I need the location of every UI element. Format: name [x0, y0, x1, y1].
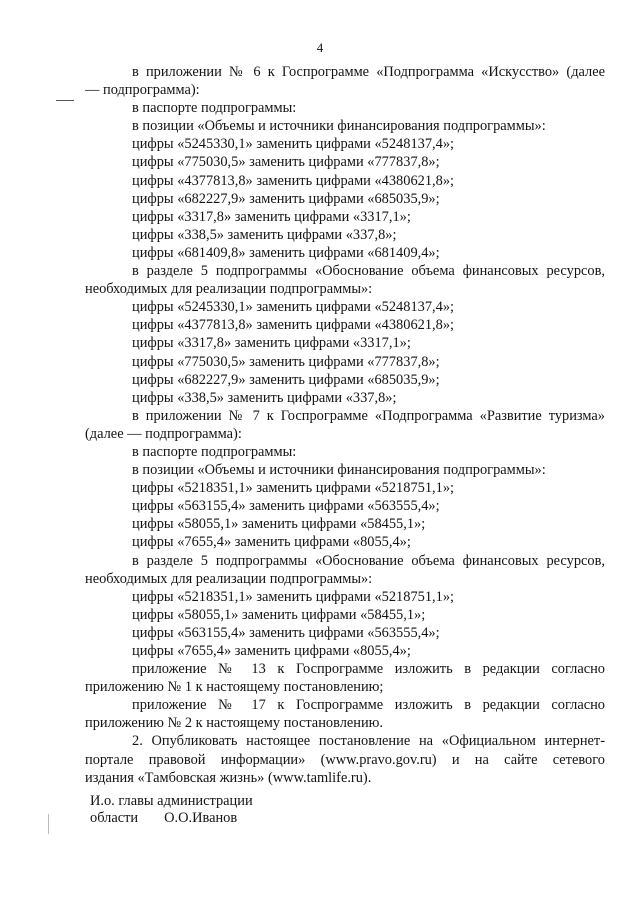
text-line: цифры «58055,1» заменить цифрами «58455,1»; — [132, 516, 426, 533]
text-line: цифры «775030,5» заменить цифрами «777837,8»; — [132, 154, 440, 171]
text-line: в позиции «Объемы и источники финансирования подпрограммы»: — [132, 118, 546, 135]
text-line: в приложении № 6 к Госпрограмме «Подпрограмма «Искусство» (далее — [132, 64, 605, 80]
text-line: цифры «682227,9» заменить цифрами «685035,9»; — [132, 190, 440, 207]
text-line: цифры «4377813,8» заменить цифрами «4380621,8»; — [132, 172, 455, 189]
signature-title-line1: И.о. главы администрации — [90, 793, 253, 809]
signatory-name: О.О.Иванов — [164, 810, 238, 826]
text-line: цифры «563155,4» заменить цифрами «563555,4»; — [132, 498, 440, 515]
text-line: 2. Опубликовать настоящее постановление на «Официальном интернет- — [132, 733, 605, 750]
text-line: издания «Тамбовская жизнь» (www.tamlife.ru). — [85, 769, 372, 786]
text-line: в приложении № 7 к Госпрограмме «Подпрограмма «Развитие туризма» — [132, 407, 605, 424]
text-line: цифры «3317,8» заменить цифрами «3317,1»; — [132, 335, 411, 352]
margin-dash-mark — [56, 100, 74, 101]
margin-mark — [48, 814, 49, 834]
text-line: цифры «563155,4» заменить цифрами «563555,4»; — [132, 624, 440, 641]
text-line: цифры «4377813,8» заменить цифрами «4380621,8»; — [132, 317, 455, 334]
text-line: приложение № 17 к Госпрограмме изложить в редакции согласно — [132, 697, 605, 714]
text-line: цифры «338,5» заменить цифрами «337,8»; — [132, 226, 397, 243]
text-line: цифры «5245330,1» заменить цифрами «5248137,4»; — [132, 136, 455, 153]
document-body — [85, 63, 605, 787]
text-line: в позиции «Объемы и источники финансирования подпрограммы»: — [132, 462, 546, 479]
text-line: цифры «775030,5» заменить цифрами «777837,8»; — [132, 353, 440, 370]
text-line: в разделе 5 подпрограммы «Обоснование объема финансовых ресурсов, — [132, 263, 605, 280]
text-line: — подпрограмма): — [85, 82, 200, 99]
text-line: цифры «338,5» заменить цифрами «337,8»; — [132, 389, 397, 406]
text-line: цифры «5245330,1» заменить цифрами «5248137,4»; — [132, 299, 455, 316]
text-line: портале правовой информации» (www.pravo.gov.ru) и на сайте сетевого — [85, 751, 605, 768]
text-line: необходимых для реализации подпрограммы»: — [85, 570, 373, 587]
text-line: цифры «3317,8» заменить цифрами «3317,1»; — [132, 208, 411, 225]
text-line: цифры «5218351,1» заменить цифрами «5218751,1»; — [132, 588, 455, 605]
text-line: (далее — подпрограмма): — [85, 425, 242, 442]
text-line: цифры «58055,1» заменить цифрами «58455,1»; — [132, 606, 426, 623]
signature-title-row — [90, 810, 253, 827]
text-line: цифры «7655,4» заменить цифрами «8055,4»; — [132, 643, 411, 659]
text-line: цифры «681409,8» заменить цифрами «681409,4»; — [132, 244, 440, 261]
signature-title-line2: области — [90, 810, 139, 826]
text-line: приложению № 2 к настоящему постановлению. — [85, 715, 384, 732]
text-line: в паспорте подпрограммы: — [132, 100, 297, 117]
text-line: необходимых для реализации подпрограммы»: — [85, 281, 373, 298]
text-line: цифры «682227,9» заменить цифрами «685035,9»; — [132, 371, 440, 388]
text-line: приложение № 13 к Госпрограмме изложить в редакции согласно — [132, 661, 605, 678]
signature-block — [90, 793, 253, 827]
text-line: приложению № 1 к настоящему постановлению; — [85, 679, 384, 696]
text-line: в разделе 5 подпрограммы «Обоснование объема финансовых ресурсов, — [132, 552, 605, 569]
text-line: цифры «7655,4» заменить цифрами «8055,4»; — [132, 534, 411, 551]
text-line: цифры «5218351,1» заменить цифрами «5218751,1»; — [132, 480, 455, 497]
page-number: 4 — [316, 40, 324, 55]
text-line: в паспорте подпрограммы: — [132, 443, 297, 460]
